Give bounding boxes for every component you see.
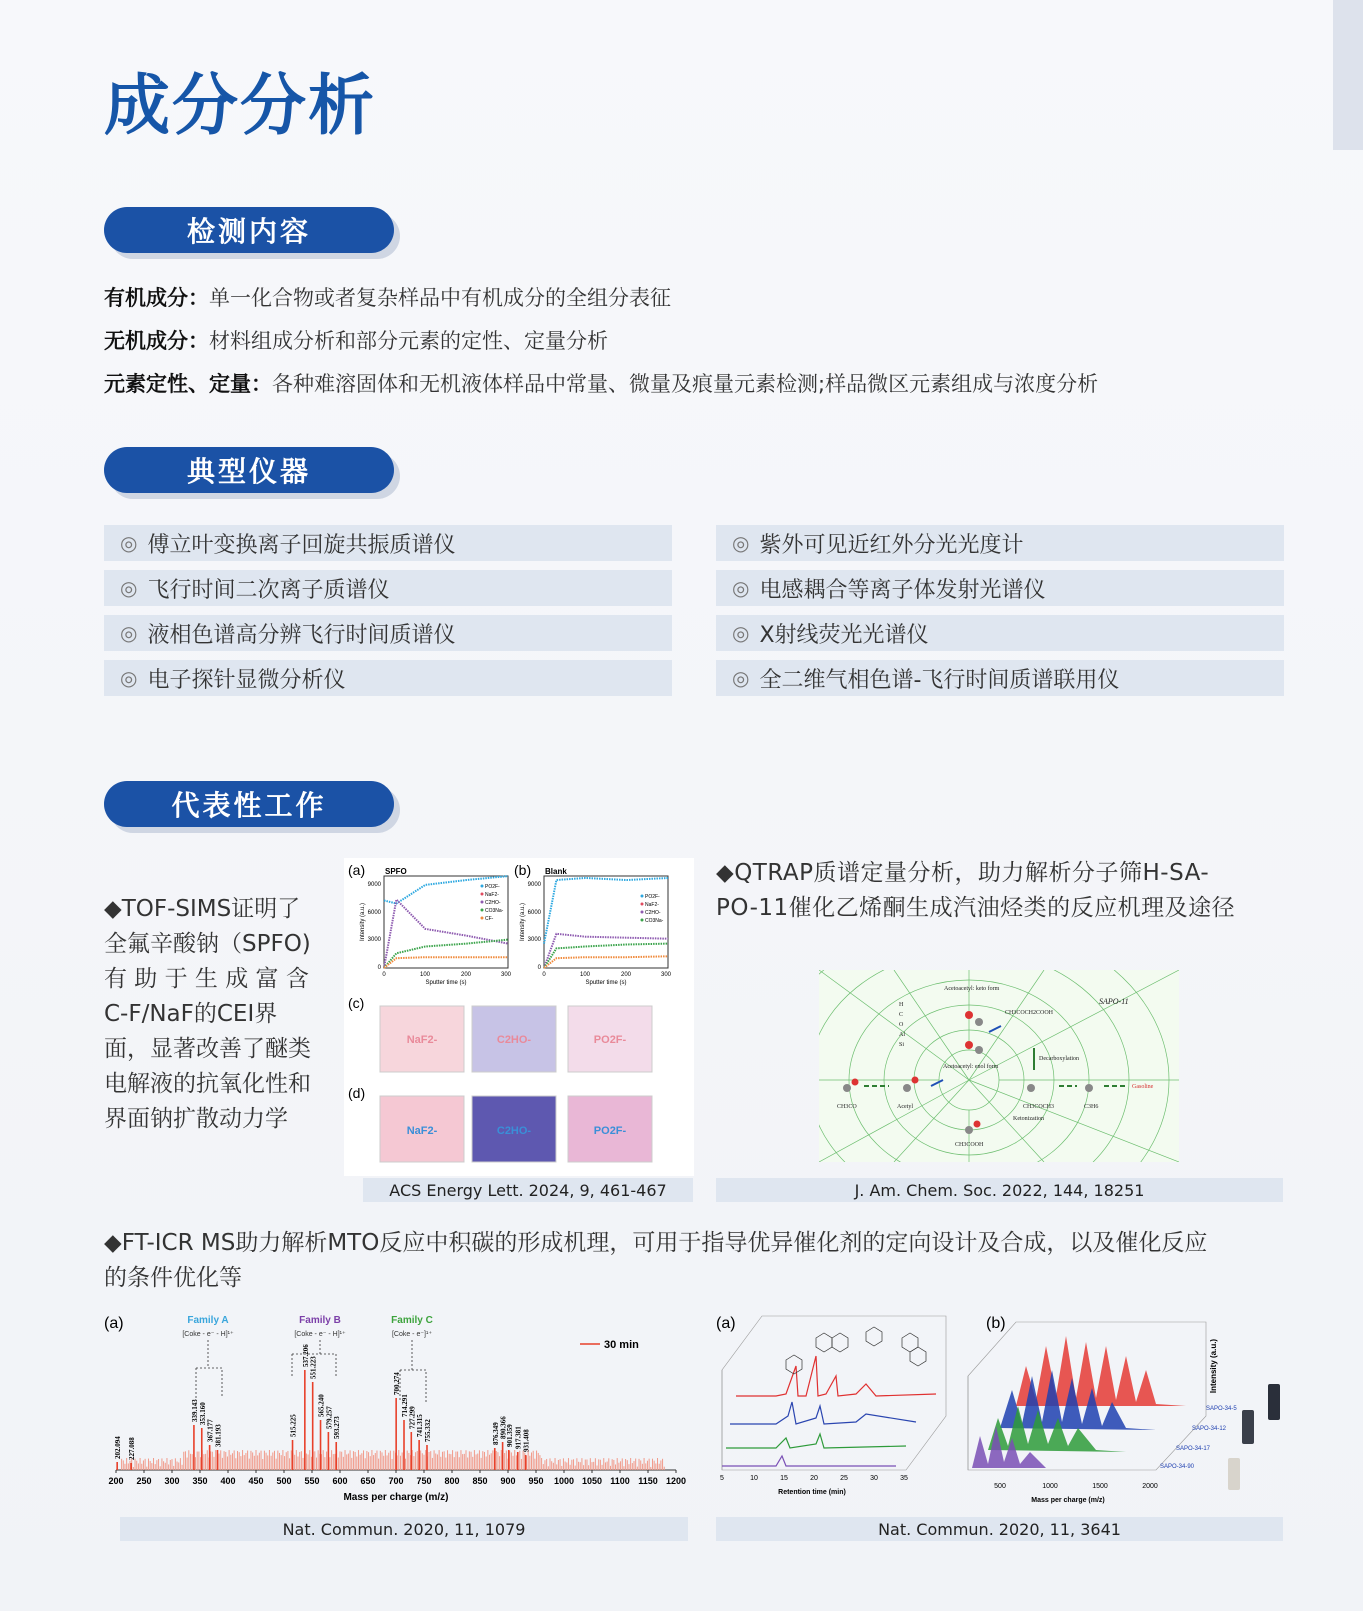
text-line: 的条件优化等 — [104, 1265, 242, 1291]
instrument-item — [104, 615, 672, 651]
x-axis-label: Mass per charge (m/z) — [1031, 1497, 1105, 1504]
x-axis-label: Sputter time (s) — [425, 980, 467, 986]
legend-entry: CO3Na- — [645, 918, 664, 924]
peak-label: 202.094 — [114, 1436, 123, 1459]
peak-label: 755.332 — [423, 1419, 432, 1442]
peak-label: 353.160 — [198, 1402, 207, 1425]
circle-mark-icon: ◎ — [120, 576, 138, 600]
xtick: 1500 — [1092, 1483, 1108, 1490]
atom-c — [965, 1126, 973, 1134]
xtick: 30 — [870, 1475, 878, 1482]
xtick: 10 — [750, 1475, 758, 1482]
xtick: 450 — [248, 1476, 264, 1486]
series-line — [384, 957, 508, 968]
atom-c — [975, 1046, 983, 1054]
peak-label: 714.291 — [401, 1394, 410, 1417]
peak-label: 593.273 — [333, 1416, 342, 1439]
trace-purple — [722, 1456, 896, 1466]
xtick: 900 — [500, 1476, 516, 1486]
xtick: 1150 — [638, 1476, 658, 1486]
section-content-pill: 检测内容 — [104, 207, 394, 253]
cube-row-d — [380, 1096, 652, 1162]
xtick: 500 — [994, 1483, 1006, 1490]
gc-ms-svg — [716, 1306, 1284, 1514]
x-axis-label: Retention time (min) — [778, 1489, 846, 1496]
citation-natcommun-3641 — [716, 1517, 1283, 1541]
decorative-band — [1333, 0, 1363, 150]
label-c3h6: C3H6 — [1084, 1104, 1099, 1110]
text-line: C-F/NaF的CEI界 — [104, 1001, 278, 1027]
instrument-label: 液相色谱高分辨飞行时间质谱仪 — [147, 622, 456, 648]
qtrap-figure — [819, 970, 1179, 1162]
legend-entry: PO2F- — [645, 894, 660, 900]
intro-organic — [104, 282, 671, 312]
atom-legend: O — [899, 1022, 904, 1028]
instrument-label: 电感耦合等离子体发射光谱仪 — [759, 577, 1046, 603]
atom-o — [852, 1079, 859, 1086]
series-line — [384, 940, 508, 968]
peak-labels-group — [114, 1344, 530, 1460]
sample-label: SAPO-34-90 — [1160, 1464, 1195, 1470]
ring — [910, 1347, 926, 1366]
vial — [1228, 1458, 1240, 1490]
xtick: 600 — [332, 1476, 348, 1486]
tof-sims-description — [104, 892, 336, 1137]
citation-detail: 2020, 11, 1079 — [403, 1519, 526, 1539]
citation-acs — [363, 1178, 693, 1202]
ytick: 9000 — [367, 882, 381, 888]
frame-outline — [722, 1316, 946, 1470]
framework-line — [969, 970, 1179, 1080]
legend-marker — [641, 919, 644, 922]
family-ion: [Coke - e⁻]¹⁺ — [391, 1331, 433, 1338]
xtick: 0 — [382, 972, 386, 978]
legend-marker — [481, 909, 484, 912]
xtick: 100 — [579, 972, 591, 978]
atom-c — [1027, 1084, 1035, 1092]
panel-label: (a) — [348, 862, 366, 878]
circle-mark-icon: ◎ — [732, 666, 750, 690]
xtick: 1000 — [1042, 1483, 1058, 1490]
citation-detail: 2024, 9, 461-467 — [528, 1180, 667, 1200]
xtick: 15 — [780, 1475, 788, 1482]
peak-label: 515.225 — [289, 1414, 298, 1437]
x-axis-label: Mass per charge (m/z) — [343, 1492, 449, 1503]
family-a-label: Family A — [187, 1315, 229, 1326]
y-axis-label: Intensity (a.u.) — [1209, 1338, 1218, 1394]
instrument-label: 傅立叶变换离子回旋共振质谱仪 — [147, 532, 456, 558]
citation-jacs — [716, 1178, 1283, 1202]
series-line — [544, 934, 668, 968]
peak-label: 381.193 — [214, 1424, 223, 1447]
atom-o — [912, 1077, 919, 1084]
legend-marker — [481, 917, 484, 920]
sample-label: SAPO-34-17 — [1176, 1446, 1211, 1452]
legend-entry: NaF2- — [485, 892, 499, 898]
peak-label: 876.349 — [491, 1422, 500, 1445]
y-axis-label: Intensity (a.u.) — [520, 902, 526, 942]
text-line: ◆FT-ICR MS助力解析MTO反应中积碳的形成机理，可用于指导优异催化剂的定向设计及合成，以及催化反应 — [104, 1230, 1208, 1256]
panel-title: SPFO — [385, 867, 407, 876]
xtick: 650 — [360, 1476, 376, 1486]
peak-label: 551.223 — [309, 1356, 318, 1379]
xtick: 300 — [500, 972, 512, 978]
legend-marker — [481, 901, 484, 904]
instrument-label: 全二维气相色谱-飞行时间质谱联用仪 — [759, 667, 1120, 693]
ring — [866, 1327, 882, 1346]
tof-sims-svg — [344, 858, 694, 1176]
xtick: 200 — [460, 972, 472, 978]
xtick: 300 — [660, 972, 672, 978]
peak-label: 917.381 — [514, 1426, 523, 1449]
molecules — [843, 1011, 1127, 1134]
circle-mark-icon: ◎ — [120, 621, 138, 645]
instrument-item — [104, 525, 672, 561]
ms-x-ticks — [994, 1483, 1158, 1490]
label-gasoline: Gasoline — [1132, 1084, 1154, 1090]
label-ch3cocooh: CH3COCH2COOH — [1005, 1010, 1054, 1016]
peak-label: 931.408 — [522, 1429, 531, 1452]
text-line: 界面钠扩散动力学 — [104, 1106, 288, 1132]
molecule-sketches — [786, 1327, 926, 1374]
gc-3d-frame — [722, 1316, 946, 1470]
label-decarbox: Decarboxylation — [1039, 1056, 1079, 1062]
peak-label: 339.143 — [190, 1399, 199, 1422]
atom-legend: H — [899, 1002, 904, 1008]
label-framework: SAPO-11 — [1099, 997, 1129, 1006]
cube-label: NaF2- — [406, 1034, 438, 1046]
panel-b — [514, 862, 672, 986]
cube-row-c — [380, 1006, 652, 1072]
ring — [902, 1333, 918, 1352]
citation-detail: 2022, 144, 18251 — [1001, 1180, 1145, 1200]
trace-green — [726, 1434, 906, 1448]
label-keto: Acetoacetyl: keto form — [944, 986, 1000, 992]
x-axis-label: Sputter time (s) — [585, 980, 627, 986]
ftcir-spectrum-svg — [104, 1306, 692, 1514]
family-ion: [Coke - e⁻ - H]¹⁺ — [294, 1331, 346, 1338]
framework-line — [819, 1080, 969, 1162]
cube-label: C2HO- — [496, 1034, 532, 1046]
family-c-label: Family C — [391, 1315, 433, 1326]
citation-journal: J. Am. Chem. Soc. — [854, 1180, 997, 1200]
panel-label: (a) — [716, 1315, 736, 1332]
legend-entry: CO3Na- — [485, 908, 504, 914]
ytick: 3000 — [527, 937, 541, 943]
intro-text: 单一化合物或者复杂样品中有机成分的全组分表征 — [209, 286, 671, 310]
instrument-label: 电子探针显微分析仪 — [147, 667, 346, 693]
peak-label: 367.177 — [206, 1419, 215, 1442]
ring — [816, 1333, 832, 1352]
intro-text: 材料组成分析和部分元素的定性、定量分析 — [209, 329, 608, 353]
circle-mark-icon: ◎ — [732, 531, 750, 555]
panel-label: (b) — [986, 1315, 1006, 1332]
qtrap-description — [716, 856, 1306, 926]
arrow — [931, 1080, 943, 1086]
xtick: 5 — [720, 1475, 724, 1482]
qtrap-svg — [819, 970, 1179, 1162]
panel-label: (b) — [514, 862, 532, 878]
ytick: 3000 — [367, 937, 381, 943]
intro-label: 元素定性、定量： — [104, 372, 272, 396]
instrument-label: 飞行时间二次离子质谱仪 — [147, 577, 390, 603]
atom-o — [965, 1041, 973, 1049]
label-acetyl: Acetyl — [897, 1104, 913, 1110]
legend-entry: PO2F- — [485, 884, 500, 890]
legend-marker — [481, 893, 484, 896]
section-works-pill: 代表性工作 — [104, 781, 394, 827]
legend-marker — [641, 911, 644, 914]
xtick: 20 — [810, 1475, 818, 1482]
xtick: 550 — [304, 1476, 320, 1486]
y-axis-label: Intensity (a.u.) — [360, 902, 366, 942]
label-enol: Acetoacetyl: enol form — [943, 1064, 999, 1070]
xtick: 950 — [528, 1476, 544, 1486]
panel-label: (d) — [348, 1085, 366, 1101]
label-ketonization: Ketonization — [1013, 1116, 1044, 1122]
xtick: 0 — [542, 972, 546, 978]
xtick: 400 — [220, 1476, 236, 1486]
ytick: 6000 — [367, 910, 381, 916]
ftcir-description — [104, 1226, 1294, 1296]
text-line: 全氟辛酸钠（SPFO) — [104, 931, 311, 957]
xtick: 25 — [840, 1475, 848, 1482]
instrument-item — [104, 570, 672, 606]
cube-label: C2HO- — [496, 1125, 532, 1137]
panel-a — [348, 862, 512, 986]
vial — [1268, 1384, 1280, 1420]
circle-mark-icon: ◎ — [732, 621, 750, 645]
ms-envelopes — [972, 1336, 1186, 1468]
atom-o — [965, 1011, 973, 1019]
ring — [832, 1333, 848, 1352]
ftcir-spectrum-figure — [104, 1306, 692, 1514]
family-ions — [182, 1331, 432, 1338]
xtick: 850 — [472, 1476, 488, 1486]
cube-label: PO2F- — [593, 1034, 627, 1046]
vial — [1242, 1410, 1254, 1444]
bracket-c — [400, 1340, 426, 1402]
legend-marker — [481, 885, 484, 888]
xtick: 1050 — [581, 1476, 603, 1486]
text-line: 有 助 于 生 成 富 含 — [104, 966, 309, 992]
ytick: 9000 — [527, 882, 541, 888]
circle-mark-icon: ◎ — [732, 576, 750, 600]
xtick: 350 — [192, 1476, 208, 1486]
xtick: 1100 — [610, 1476, 630, 1486]
atom-legend: Si — [899, 1042, 905, 1048]
legend-label: 30 min — [604, 1339, 639, 1351]
atom-c — [1085, 1084, 1093, 1092]
envelope-red — [1016, 1336, 1186, 1406]
trace-blue — [730, 1402, 916, 1424]
text-line: 面，显著改善了醚类 — [104, 1036, 311, 1062]
citation-journal: Nat. Commun. — [878, 1519, 994, 1539]
gc-traces — [722, 1356, 936, 1466]
xtick: 800 — [444, 1476, 460, 1486]
instrument-item — [716, 615, 1284, 651]
cube-label: PO2F- — [593, 1125, 627, 1137]
panel-label: (c) — [348, 995, 365, 1011]
panel-label: (a) — [104, 1315, 124, 1332]
text-line: 电解液的抗氧化性和 — [104, 1071, 311, 1097]
legend — [481, 884, 504, 922]
text-line: ◆TOF-SIMS证明了 — [104, 896, 301, 922]
atom-c — [843, 1084, 851, 1092]
panel-title: Blank — [545, 867, 567, 876]
atom-legend: C — [899, 1012, 904, 1018]
legend-entry: C2HO- — [485, 900, 501, 906]
xtick: 100 — [419, 972, 431, 978]
legend-entry: CF- — [485, 916, 494, 922]
peak-label: 579.257 — [325, 1406, 334, 1429]
label-ch3cooh: CH3COOH — [955, 1142, 984, 1148]
citation-natcommun-1079 — [120, 1517, 688, 1541]
xtick: 750 — [416, 1476, 432, 1486]
xtick: 700 — [388, 1476, 404, 1486]
series-line — [544, 956, 668, 968]
intro-label: 无机成分： — [104, 329, 209, 353]
family-b-label: Family B — [299, 1315, 341, 1326]
label-ch3coch3: CH3COCH3 — [1023, 1104, 1055, 1110]
family-ion: [Coke - e⁻ - H]¹⁺ — [182, 1331, 234, 1338]
peak-label: 741.315 — [416, 1414, 425, 1437]
xtick: 250 — [136, 1476, 152, 1486]
framework-line — [894, 1080, 969, 1162]
peak-label: 537.206 — [301, 1344, 310, 1367]
xtick: 1200 — [665, 1476, 687, 1486]
peak-label: 901.359 — [505, 1424, 514, 1447]
peak-label: 700.274 — [393, 1372, 402, 1395]
citation-journal: Nat. Commun. — [282, 1519, 399, 1539]
xtick: 200 — [108, 1476, 124, 1486]
gc-x-ticks — [720, 1475, 908, 1482]
peak-label: 727.299 — [408, 1406, 417, 1429]
sample-vials — [1228, 1384, 1280, 1490]
intro-label: 有机成分： — [104, 286, 209, 310]
legend-entry: NaF2- — [645, 902, 659, 908]
intro-text: 各种难溶固体和无机液体样品中常量、微量及痕量元素检测;样品微区元素组成与浓度分析 — [272, 372, 1099, 396]
cube-label: NaF2- — [406, 1125, 438, 1137]
instrument-item — [104, 660, 672, 696]
legend-marker — [641, 895, 644, 898]
peak-label: 227.088 — [128, 1437, 137, 1460]
atom-o — [974, 1121, 981, 1128]
atom-legend: Al — [899, 1032, 905, 1038]
label-ch3co: CH3CO — [837, 1104, 857, 1110]
ytick: 0 — [377, 965, 381, 971]
section-instruments-pill: 典型仪器 — [104, 447, 394, 493]
ticks-group — [108, 1470, 686, 1486]
instrument-item — [716, 570, 1284, 606]
text-line: ◆QTRAP质谱定量分析，助力解析分子筛H-SA- — [716, 860, 1210, 886]
arrow — [989, 1026, 1001, 1032]
citation-detail: 2020, 11, 3641 — [998, 1519, 1121, 1539]
sample-label: SAPO-34-12 — [1192, 1426, 1227, 1432]
peak-label: 565.240 — [317, 1394, 326, 1417]
atom-c — [903, 1084, 911, 1092]
sample-label: SAPO-34-5 — [1206, 1406, 1237, 1412]
instrument-item — [716, 660, 1284, 696]
legend-marker — [641, 903, 644, 906]
xtick: 300 — [164, 1476, 180, 1486]
instrument-item — [716, 525, 1284, 561]
tof-sims-figure — [344, 858, 694, 1176]
ytick: 0 — [537, 965, 541, 971]
instrument-label: 紫外可见近红外分光光度计 — [759, 532, 1024, 558]
gc-ms-figure — [716, 1306, 1284, 1514]
circle-mark-icon: ◎ — [120, 666, 138, 690]
intro-inorganic — [104, 325, 608, 355]
sample-labels — [1160, 1406, 1237, 1470]
family-labels — [187, 1315, 433, 1326]
intro-elements — [104, 368, 1098, 398]
legend-entry: C2HO- — [645, 910, 661, 916]
xtick: 2000 — [1142, 1483, 1158, 1490]
trace-red — [736, 1356, 936, 1396]
bracket-a — [196, 1340, 222, 1398]
xtick: 200 — [620, 972, 632, 978]
instrument-label: X射线荧光光谱仪 — [759, 622, 929, 648]
xtick: 1000 — [553, 1476, 575, 1486]
text-line: PO-11催化乙烯酮生成汽油烃类的反应机理及途径 — [716, 895, 1236, 921]
page-title: 成分分析 — [104, 67, 376, 144]
circle-mark-icon: ◎ — [120, 531, 138, 555]
legend — [641, 894, 664, 924]
ytick: 6000 — [527, 910, 541, 916]
xtick: 35 — [900, 1475, 908, 1482]
xtick: 500 — [276, 1476, 292, 1486]
peak-label: 890.366 — [499, 1416, 508, 1439]
citation-journal: ACS Energy Lett. — [389, 1180, 524, 1200]
atom-c — [975, 1018, 983, 1026]
